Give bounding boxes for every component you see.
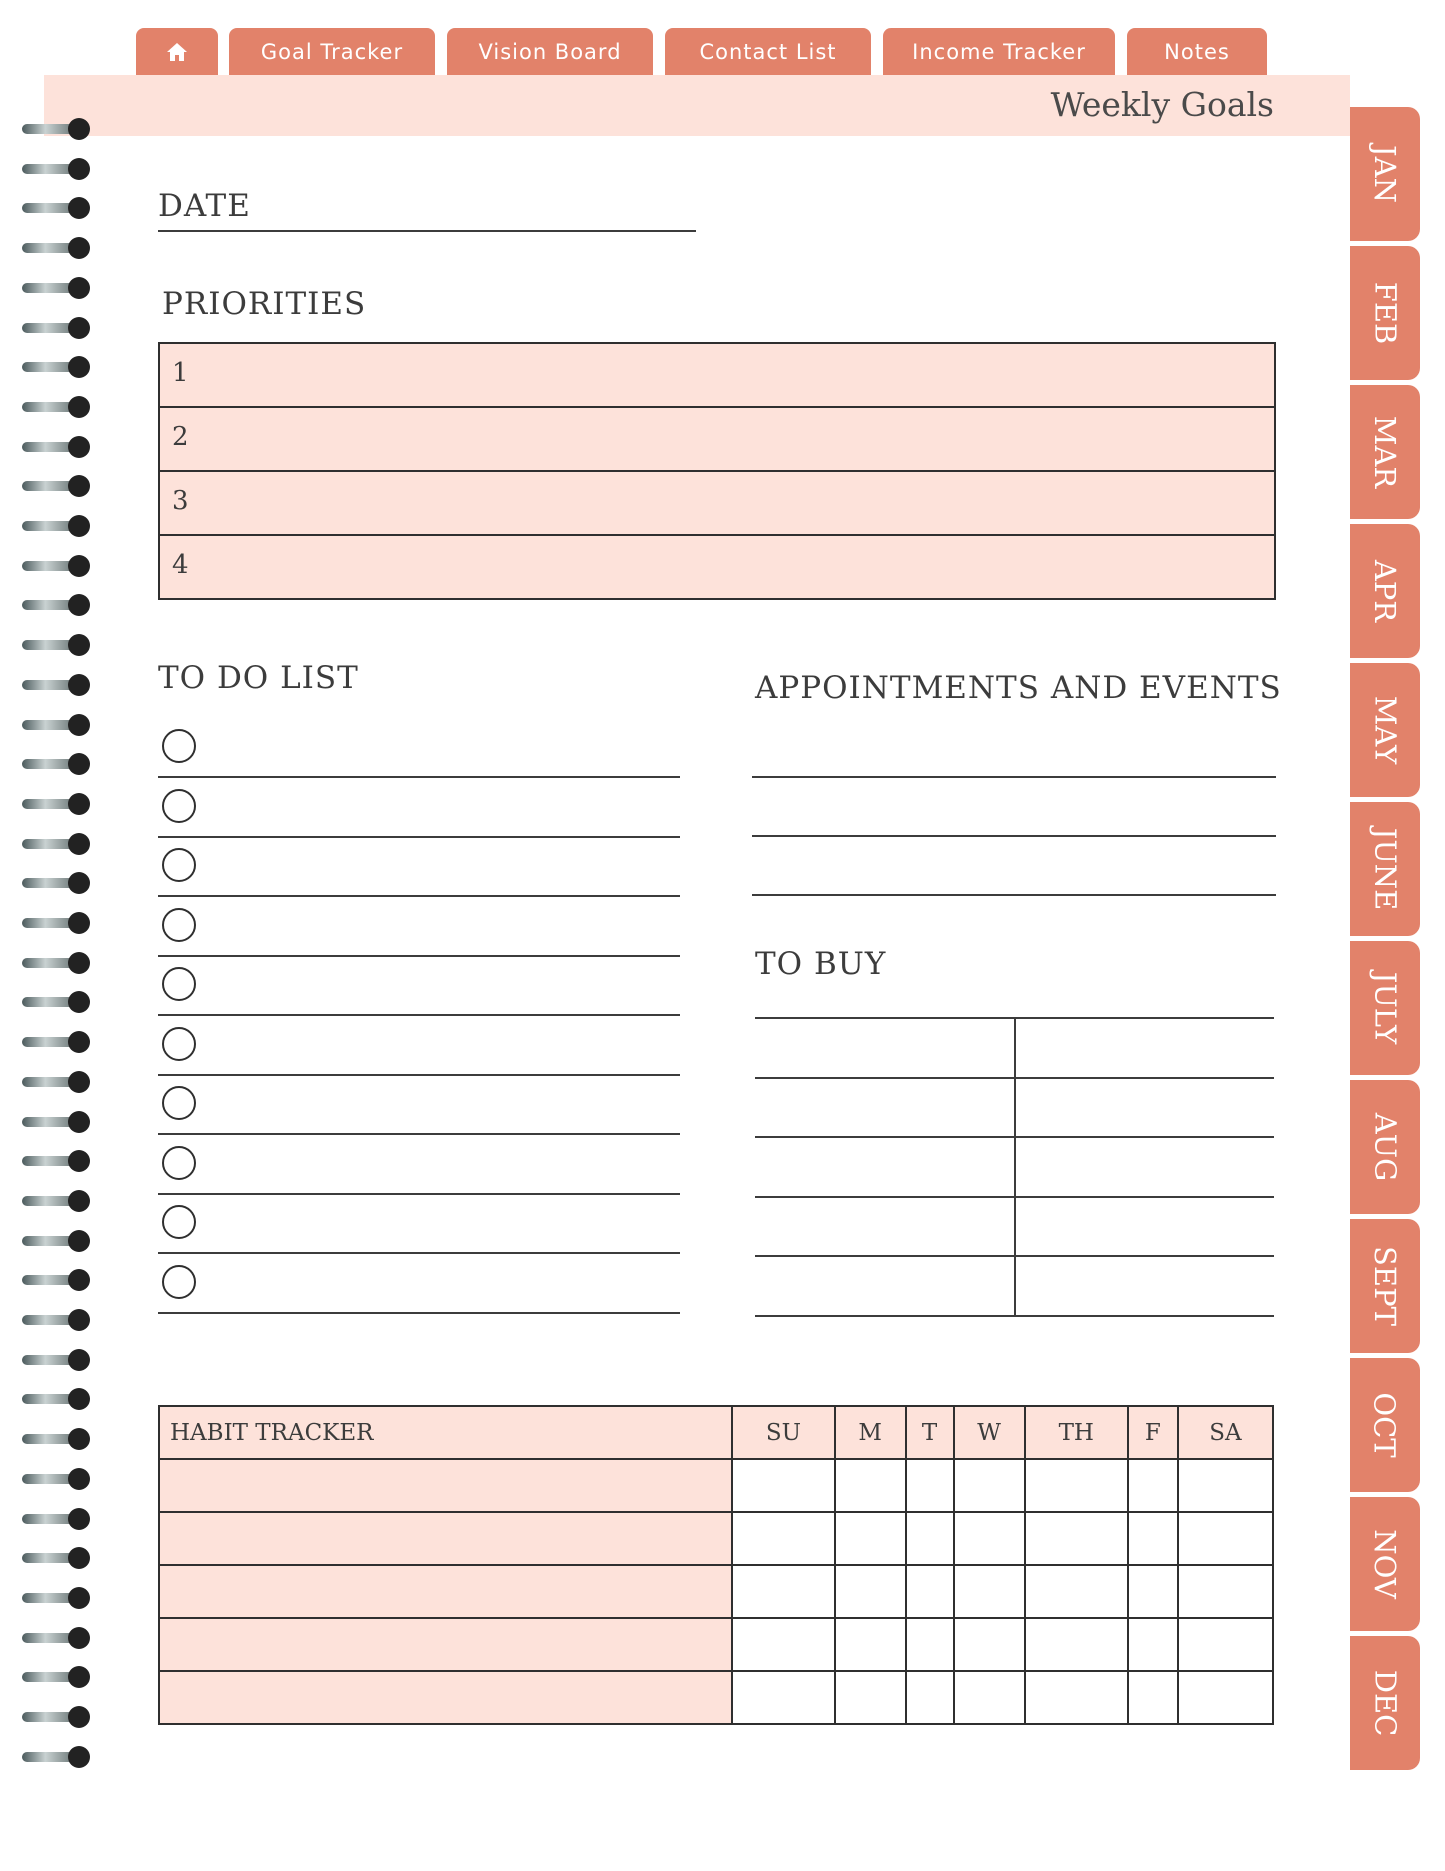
spiral-ring: [22, 1190, 92, 1212]
appointment-line[interactable]: [752, 776, 1276, 778]
habit-day-cell[interactable]: [1178, 1512, 1273, 1565]
habit-day-cell[interactable]: [1025, 1565, 1129, 1618]
spiral-ring: [22, 912, 92, 934]
todo-checkbox[interactable]: [162, 1265, 196, 1299]
spiral-ring: [22, 1150, 92, 1172]
habit-day-cell[interactable]: [1128, 1618, 1178, 1671]
habit-day-cell[interactable]: [732, 1512, 835, 1565]
spiral-ring: [22, 1388, 92, 1410]
to-buy-label: TO BUY: [755, 946, 887, 982]
habit-name-cell[interactable]: [159, 1459, 732, 1512]
header-band: [44, 75, 1350, 136]
priority-row-4[interactable]: [160, 536, 1274, 598]
date-line[interactable]: [158, 230, 696, 232]
month-tab-label: JULY: [1368, 971, 1402, 1045]
month-tab-may[interactable]: [1350, 663, 1420, 797]
tab-goal-tracker[interactable]: Goal Tracker: [229, 28, 435, 76]
habit-day-cell[interactable]: [906, 1671, 954, 1724]
spiral-ring: [22, 1428, 92, 1450]
month-tab-nov[interactable]: [1350, 1497, 1420, 1631]
day-header-f: F: [1128, 1406, 1178, 1459]
priority-number: 3: [172, 486, 189, 516]
priorities-table: [158, 342, 1276, 600]
habit-day-cell[interactable]: [1128, 1512, 1178, 1565]
todo-item[interactable]: [158, 836, 680, 897]
habit-row: [159, 1459, 1273, 1512]
spiral-ring: [22, 197, 92, 219]
priority-number: 2: [172, 422, 189, 452]
tab-notes[interactable]: Notes: [1127, 28, 1267, 76]
habit-day-cell[interactable]: [1128, 1565, 1178, 1618]
habit-day-cell[interactable]: [835, 1618, 906, 1671]
home-icon: [165, 40, 189, 64]
todo-item[interactable]: [158, 1134, 680, 1195]
spiral-ring: [22, 1309, 92, 1331]
todo-checkbox[interactable]: [162, 1205, 196, 1239]
appointments-label: APPOINTMENTS AND EVENTS: [755, 670, 1282, 706]
habit-day-cell[interactable]: [1025, 1512, 1129, 1565]
habit-day-cell[interactable]: [1025, 1618, 1129, 1671]
habit-day-cell[interactable]: [1128, 1459, 1178, 1512]
tab-contact-list[interactable]: Contact List: [665, 28, 871, 76]
habit-day-cell[interactable]: [1178, 1618, 1273, 1671]
habit-name-cell[interactable]: [159, 1618, 732, 1671]
day-header-su: SU: [732, 1406, 835, 1459]
habit-day-cell[interactable]: [835, 1565, 906, 1618]
todo-checkbox[interactable]: [162, 789, 196, 823]
habit-name-cell[interactable]: [159, 1512, 732, 1565]
appointment-line[interactable]: [752, 894, 1276, 896]
spiral-ring: [22, 436, 92, 458]
spiral-ring: [22, 396, 92, 418]
month-tab-july[interactable]: [1350, 941, 1420, 1075]
month-tab-label: MAR: [1368, 415, 1403, 489]
month-tab-apr[interactable]: [1350, 524, 1420, 658]
todo-checkbox[interactable]: [162, 1146, 196, 1180]
todo-item[interactable]: [158, 717, 680, 778]
todo-checkbox[interactable]: [162, 1027, 196, 1061]
spiral-ring: [22, 952, 92, 974]
habit-day-cell[interactable]: [1128, 1671, 1178, 1724]
priority-row-2[interactable]: [160, 408, 1274, 472]
todo-checkbox[interactable]: [162, 848, 196, 882]
tab-income-tracker[interactable]: Income Tracker: [883, 28, 1115, 76]
todo-item[interactable]: [158, 1253, 680, 1314]
habit-day-cell[interactable]: [954, 1565, 1025, 1618]
spiral-ring: [22, 833, 92, 855]
spiral-ring: [22, 1230, 92, 1252]
month-tab-mar[interactable]: [1350, 385, 1420, 519]
spiral-ring: [22, 515, 92, 537]
spiral-ring: [22, 1746, 92, 1768]
spiral-ring: [22, 714, 92, 736]
month-tab-june[interactable]: [1350, 802, 1420, 936]
spiral-ring: [22, 793, 92, 815]
habit-day-cell[interactable]: [732, 1618, 835, 1671]
spiral-ring: [22, 753, 92, 775]
habit-day-cell[interactable]: [906, 1565, 954, 1618]
todo-checkbox[interactable]: [162, 967, 196, 1001]
habit-row: [159, 1565, 1273, 1618]
month-tab-label: JAN: [1367, 145, 1402, 203]
spiral-ring: [22, 1587, 92, 1609]
habit-day-cell[interactable]: [1025, 1459, 1129, 1512]
month-tab-label: SEPT: [1368, 1246, 1402, 1326]
spiral-ring: [22, 1666, 92, 1688]
month-tab-feb[interactable]: [1350, 246, 1420, 380]
date-label: DATE: [158, 188, 251, 224]
todo-checkbox[interactable]: [162, 908, 196, 942]
priority-number: 4: [172, 550, 189, 580]
spiral-ring: [22, 674, 92, 696]
spiral-ring: [22, 1111, 92, 1133]
month-tab-label: NOV: [1368, 1529, 1402, 1599]
habit-day-cell[interactable]: [954, 1618, 1025, 1671]
habit-day-cell[interactable]: [835, 1512, 906, 1565]
page-title: Weekly Goals: [1050, 85, 1274, 124]
habit-day-cell[interactable]: [906, 1618, 954, 1671]
month-tab-label: APR: [1367, 559, 1402, 623]
todo-item[interactable]: [158, 1193, 680, 1254]
to-buy-divider: [1014, 1018, 1016, 1317]
month-tab-aug[interactable]: [1350, 1080, 1420, 1214]
month-tab-label: AUG: [1368, 1112, 1402, 1182]
habit-day-cell[interactable]: [906, 1512, 954, 1565]
day-header-w: W: [954, 1406, 1025, 1459]
priorities-label: PRIORITIES: [162, 286, 367, 322]
tab-vision-board[interactable]: Vision Board: [447, 28, 653, 76]
spiral-ring: [22, 237, 92, 259]
habit-tracker-label: HABIT TRACKER: [159, 1406, 732, 1459]
spiral-ring: [22, 277, 92, 299]
habit-day-cell[interactable]: [835, 1459, 906, 1512]
spiral-ring: [22, 1468, 92, 1490]
habit-day-cell[interactable]: [954, 1512, 1025, 1565]
todo-item[interactable]: [158, 896, 680, 957]
spiral-ring: [22, 634, 92, 656]
habit-day-cell[interactable]: [732, 1565, 835, 1618]
month-tab-label: MAY: [1367, 695, 1402, 765]
habit-row: [159, 1671, 1273, 1724]
tab-home[interactable]: [136, 28, 218, 76]
day-header-t: T: [906, 1406, 954, 1459]
habit-day-cell[interactable]: [1025, 1671, 1129, 1724]
spiral-ring: [22, 317, 92, 339]
habit-day-cell[interactable]: [954, 1671, 1025, 1724]
appointment-line[interactable]: [752, 835, 1276, 837]
priority-row-3[interactable]: [160, 472, 1274, 536]
month-tab-dec[interactable]: [1350, 1636, 1420, 1770]
habit-name-cell[interactable]: [159, 1565, 732, 1618]
todo-item[interactable]: [158, 1015, 680, 1076]
habit-day-cell[interactable]: [732, 1459, 835, 1512]
month-tab-label: DEC: [1367, 1669, 1402, 1737]
todo-checkbox[interactable]: [162, 729, 196, 763]
habit-day-cell[interactable]: [732, 1671, 835, 1724]
month-tab-label: OCT: [1368, 1392, 1402, 1458]
spiral-ring: [22, 118, 92, 140]
habit-day-cell[interactable]: [906, 1459, 954, 1512]
habit-header-row: [159, 1406, 1273, 1459]
spiral-ring: [22, 475, 92, 497]
spiral-ring: [22, 1508, 92, 1530]
day-header-m: M: [835, 1406, 906, 1459]
day-header-sa: SA: [1178, 1406, 1273, 1459]
spiral-ring: [22, 1706, 92, 1728]
spiral-ring: [22, 1071, 92, 1093]
spiral-ring: [22, 594, 92, 616]
day-header-th: TH: [1025, 1406, 1129, 1459]
habit-name-cell[interactable]: [159, 1671, 732, 1724]
month-tab-label: JUNE: [1368, 827, 1402, 911]
habit-day-cell[interactable]: [835, 1671, 906, 1724]
month-tab-label: FEB: [1367, 281, 1402, 345]
todo-label: TO DO LIST: [158, 660, 359, 696]
spiral-ring: [22, 1031, 92, 1053]
todo-item[interactable]: [158, 1074, 680, 1135]
spiral-ring: [22, 872, 92, 894]
habit-day-cell[interactable]: [1178, 1459, 1273, 1512]
habit-day-cell[interactable]: [1178, 1671, 1273, 1724]
spiral-ring: [22, 1627, 92, 1649]
month-tab-sept[interactable]: [1350, 1219, 1420, 1353]
todo-item[interactable]: [158, 777, 680, 838]
habit-day-cell[interactable]: [954, 1459, 1025, 1512]
todo-item[interactable]: [158, 955, 680, 1016]
habit-row: [159, 1618, 1273, 1671]
habit-tracker-table: [158, 1405, 1274, 1725]
priority-row-1[interactable]: [160, 344, 1274, 408]
todo-checkbox[interactable]: [162, 1086, 196, 1120]
spiral-ring: [22, 158, 92, 180]
month-tab-oct[interactable]: [1350, 1358, 1420, 1492]
spiral-ring: [22, 1269, 92, 1291]
spiral-ring: [22, 991, 92, 1013]
spiral-ring: [22, 555, 92, 577]
priority-number: 1: [172, 358, 189, 388]
spiral-ring: [22, 1547, 92, 1569]
habit-day-cell[interactable]: [1178, 1565, 1273, 1618]
spiral-ring: [22, 356, 92, 378]
month-tab-jan[interactable]: [1350, 107, 1420, 241]
spiral-ring: [22, 1349, 92, 1371]
habit-row: [159, 1512, 1273, 1565]
